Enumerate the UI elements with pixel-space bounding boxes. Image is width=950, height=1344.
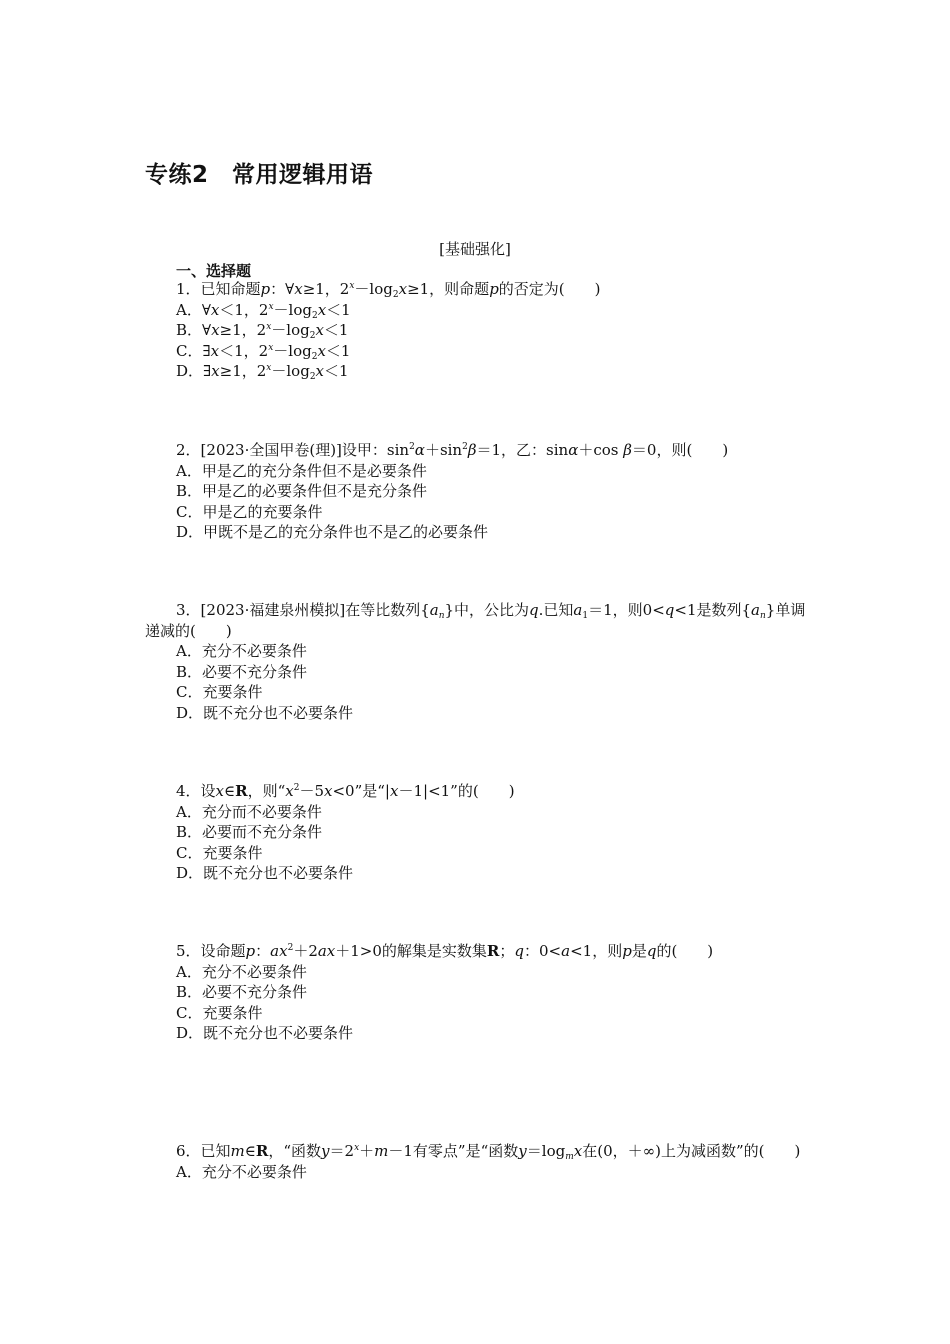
question-2 [145,440,810,543]
section-label: [基础强化] [439,240,511,258]
question-2-option-c: C．甲是乙的充要条件 [176,502,323,521]
question-6 [145,1141,810,1182]
question-1-stem: 1．已知命题p：∀x≥1，$2^x-\log_2x\ge 1$，则命题p的否定为( ) [176,280,601,300]
question-1-option-a: A．∀x＜1，$2^x-\log_2x<1$ [176,300,351,321]
question-5-option-c: C．充要条件 [176,1003,263,1022]
question-4-option-a: A．充分而不必要条件 [176,802,322,821]
question-1-option-d: D．∃x≥1，$2^x-\log_2x<1$ [176,362,349,382]
question-5 [145,941,810,1044]
question-6-stem: 6．已知m∈R，“函数$y=2^x+m-1$有零点”是“函数$y=\log_mx$在(0，＋∞)上为减函数”的( ) [176,1142,801,1162]
question-4 [145,781,810,884]
question-5-option-a: A．充分不必要条件 [176,962,307,981]
part-heading: 一、选择题 [176,262,252,280]
question-1-option-b: B．∀x≥1，$2^x-\log_2x<1$ [176,321,349,341]
question-3-option-a: A．充分不必要条件 [176,642,307,660]
page-title: 专练2 常用逻辑用语 [145,162,374,188]
question-4-stem: 4．设x∈R，则“$x^2-5x<0$”是“|x－1|<1”的( ) [176,782,515,800]
question-5-stem: 5．设命题p：$ax^2+2ax+1>0$的解集是实数集R；q：0<a<1，则p是q的( ) [176,942,714,960]
question-2-stem: 2．[2023·全国甲卷(理)]设甲：$\sin^2\alpha+\sin^2\beta=1$，乙：sinα＋cos β＝0，则( ) [176,441,729,459]
question-4-option-d: D．既不充分也不必要条件 [176,864,354,882]
question-3-option-d: D．既不充分也不必要条件 [176,703,354,722]
question-1 [145,279,810,382]
question-4-option-b: B．必要而不充分条件 [176,823,323,841]
question-5-option-d: D．既不充分也不必要条件 [176,1024,354,1042]
question-2-option-a: A．甲是乙的充分条件但不是必要条件 [176,461,427,480]
question-3-stem: 3．[2023·福建泉州模拟]在等比数列$\{a_n\}$中，公比为q.已知$a_1=1$，则0<q<1是数列$\{a_n\}$单调递减的( ) [145,601,806,640]
question-3-option-c: C．充要条件 [176,683,263,701]
question-2-option-b: B．甲是乙的必要条件但不是充分条件 [176,482,428,500]
question-3-option-b: B．必要不充分条件 [176,662,308,681]
question-4-option-c: C．充要条件 [176,843,263,862]
question-6-option-a: A．充分不必要条件 [176,1162,307,1181]
question-1-option-c: C．∃x＜1，$2^x-\log_2x<1$ [176,341,351,362]
question-5-option-b: B．必要不充分条件 [176,983,308,1001]
question-2-option-d: D．甲既不是乙的充分条件也不是乙的必要条件 [176,523,489,541]
question-3 [145,600,810,723]
